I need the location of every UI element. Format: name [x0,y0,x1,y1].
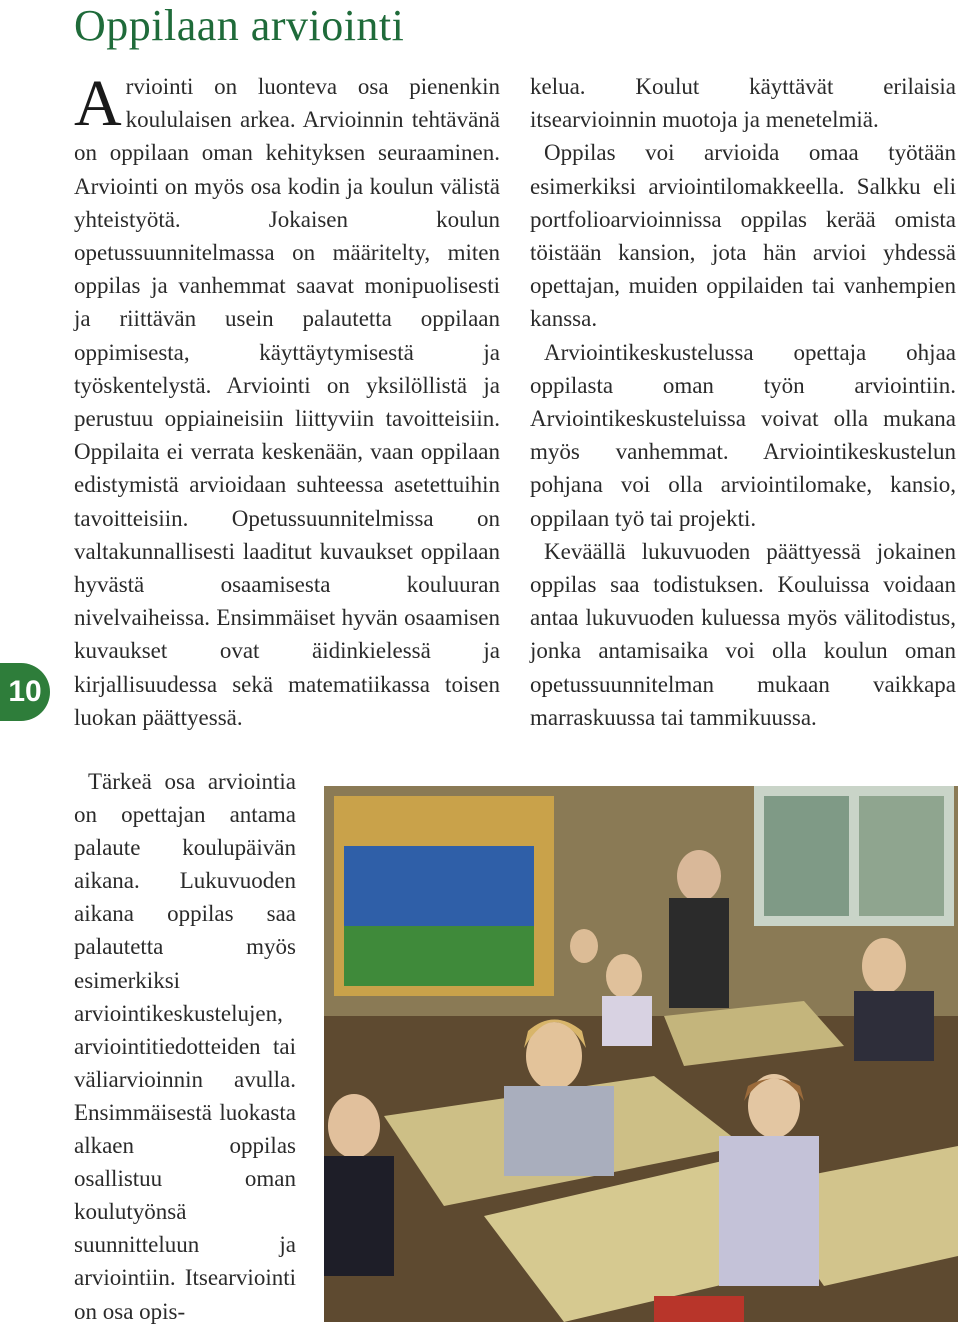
portfolio-paragraph: Oppilas voi arvioida omaa työtään esimerkiksi arviointilomakkeella. Salkku eli portfolioarvioinnissa oppilas kerää omista töistään kansion, jota hän arvioi yhdessä opettajan, muiden oppilaiden tai vanhempien kanssa. [530,140,956,332]
classroom-illustration [324,786,958,1322]
continuation-paragraph: kelua. Koulut käyttävät erilaisia itsearvioinnin muotoja ja menetelmiä. [530,74,956,133]
column-left [74,67,500,734]
page-title: Oppilaan arviointi [74,1,405,50]
drop-cap: A [74,67,122,140]
feedback-paragraph: Tärkeä osa arviointia on opettajan antama palaute koulupäivän aikana. Lukuvuoden aikana oppilas saa palautetta myös esimerkiksi arviointikeskustelujen, arviointitiedotteiden tai väliarvioinnin avulla. Ensimmäisestä luokasta alkaen oppilas osallistuu oman koulutyönsä suunnitteluun ja arviointiin. Itsearviointi on osa opis- [74,769,296,1324]
intro-text: rviointi on luonteva osa pienenkin koululaisen arkea. Arvioinnin tehtävänä on oppilaan oman kehityksen seuraaminen. Arviointi on myös osa kodin ja koulun välistä yhteistyötä. Jokaisen koulun opetussuunnitelmassa on määritelty, miten oppilas ja vanhemmat saavat monipuolisesti ja riittävän usein palautetta oppilaan oppimisesta, käyttäytymisestä ja työskentelystä. Arviointi on yksilöllistä ja perustuu oppiaineisiin liittyviin tavoitteisiin. Oppilaita ei verrata keskenään, vaan oppilaan edistymistä arvioidaan suhteessa asetettuihin tavoitteisiin. Opetussuunnitelmissa on valtakunnallisesti laaditut kuvaukset oppilaan hyvästä osaamisesta kouluuran nivelvaiheissa. Ensimmäiset hyvän osaamisen kuvaukset ovat äidinkielessä ja kirjallisuudessa sekä matematiikassa toisen luokan päättyessä. [74,74,500,730]
intro-paragraph [74,67,500,734]
discussion-paragraph: Arviointikeskustelussa opettaja ohjaa oppilasta oman työn arviointiin. Arviointikeskusteluissa voivat olla mukana myös vanhemmat. Arviointikeskustelun pohjana voi olla arviointilomake, kansio, oppilaan työ tai projekti. [530,339,956,531]
page-number-badge: 10 [0,663,50,721]
classroom-photo [324,786,958,1322]
column-right [530,70,956,734]
column-left-narrow [74,765,296,1328]
report-card-paragraph: Keväällä lukuvuoden päättyessä jokainen oppilas saa todistuksen. Kouluissa voidaan antaa lukuvuoden kuluessa myös välitodistus, jonka antamisaika voi olla koulun oman opetussuunnitelman mukaan vaikkapa marraskuussa tai tammikuussa. [530,538,956,730]
